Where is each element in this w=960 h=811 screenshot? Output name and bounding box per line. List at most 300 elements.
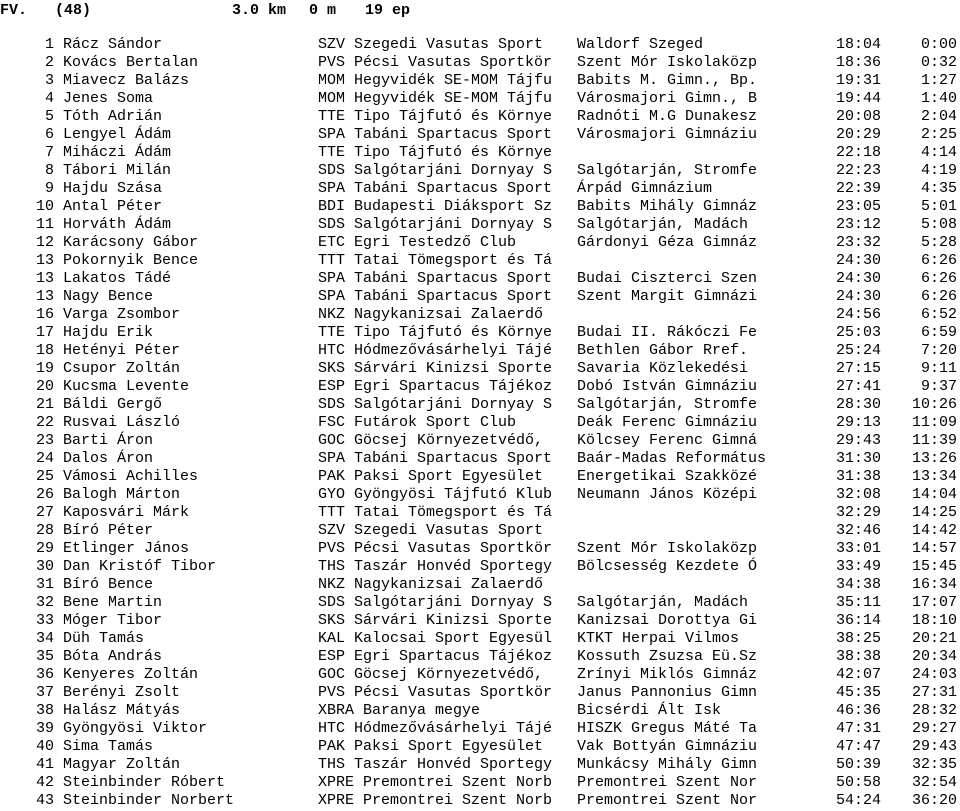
school-name: Baár-Madas Református bbox=[577, 450, 767, 467]
time-behind: 27:31 bbox=[911, 684, 957, 701]
finish-time: 19:44 bbox=[835, 90, 881, 107]
result-rank: 40 bbox=[35, 738, 54, 755]
table-row bbox=[0, 720, 960, 738]
competitor-name: Miháczi Ádám bbox=[63, 144, 172, 161]
finish-time: 23:32 bbox=[835, 234, 881, 251]
finish-time: 32:46 bbox=[835, 522, 881, 539]
table-row bbox=[0, 756, 960, 774]
table-row bbox=[0, 576, 960, 594]
result-rank: 3 bbox=[44, 72, 54, 89]
time-behind: 0:00 bbox=[920, 36, 957, 53]
time-behind: 14:42 bbox=[911, 522, 957, 539]
club-name: TTE Tipo Tájfutó és Környe bbox=[318, 144, 553, 161]
table-row bbox=[0, 468, 960, 486]
time-behind: 29:43 bbox=[911, 738, 957, 755]
finish-time: 24:30 bbox=[835, 288, 881, 305]
time-behind: 36:20 bbox=[911, 792, 957, 809]
table-row bbox=[0, 396, 960, 414]
time-behind: 6:26 bbox=[920, 252, 957, 269]
table-row bbox=[0, 450, 960, 468]
competitor-name: Steinbinder Norbert bbox=[63, 792, 235, 809]
table-row bbox=[0, 180, 960, 198]
result-rank: 8 bbox=[44, 162, 54, 179]
finish-time: 32:08 bbox=[835, 486, 881, 503]
school-name: Neumann János Középi bbox=[577, 486, 758, 503]
competitor-name: Berényi Zsolt bbox=[63, 684, 181, 701]
table-row bbox=[0, 684, 960, 702]
finish-time: 47:47 bbox=[835, 738, 881, 755]
club-name: MOM Hegyvidék SE-MOM Tájfu bbox=[318, 72, 553, 89]
result-rank: 33 bbox=[35, 612, 54, 629]
finish-time: 29:43 bbox=[835, 432, 881, 449]
time-behind: 6:52 bbox=[920, 306, 957, 323]
competitor-name: Bene Martin bbox=[63, 594, 163, 611]
result-rank: 20 bbox=[35, 378, 54, 395]
competitor-name: Dalos Áron bbox=[63, 450, 154, 467]
finish-time: 24:30 bbox=[835, 252, 881, 269]
school-name: Munkácsy Mihály Gimn bbox=[577, 756, 758, 773]
time-behind: 5:01 bbox=[920, 198, 957, 215]
time-behind: 20:34 bbox=[911, 648, 957, 665]
time-behind: 14:57 bbox=[911, 540, 957, 557]
time-behind: 2:25 bbox=[920, 126, 957, 143]
result-rank: 7 bbox=[44, 144, 54, 161]
table-row bbox=[0, 108, 960, 126]
finish-time: 22:18 bbox=[835, 144, 881, 161]
table-row bbox=[0, 630, 960, 648]
table-row bbox=[0, 162, 960, 180]
results-table bbox=[0, 36, 960, 810]
result-rank: 36 bbox=[35, 666, 54, 683]
competitor-name: Barti Áron bbox=[63, 432, 154, 449]
competitor-name: Pokornyik Bence bbox=[63, 252, 199, 269]
table-row bbox=[0, 270, 960, 288]
competitor-name: Nagy Bence bbox=[63, 288, 154, 305]
club-name: ESP Egri Spartacus Tájékoz bbox=[318, 648, 553, 665]
competitor-name: Lengyel Ádám bbox=[63, 126, 172, 143]
time-behind: 13:34 bbox=[911, 468, 957, 485]
school-name: Salgótarján, Madách bbox=[577, 216, 749, 233]
school-name: Energetikai Szakközé bbox=[577, 468, 758, 485]
finish-time: 50:58 bbox=[835, 774, 881, 791]
result-rank: 13 bbox=[35, 288, 54, 305]
school-name: Kölcsey Ferenc Gimná bbox=[577, 432, 758, 449]
club-name: NKZ Nagykanizsai Zalaerdő bbox=[318, 576, 544, 593]
time-behind: 5:28 bbox=[920, 234, 957, 251]
club-name: SKS Sárvári Kinizsi Sporte bbox=[318, 612, 553, 629]
result-rank: 32 bbox=[35, 594, 54, 611]
result-rank: 16 bbox=[35, 306, 54, 323]
table-row bbox=[0, 324, 960, 342]
result-rank: 17 bbox=[35, 324, 54, 341]
result-rank: 25 bbox=[35, 468, 54, 485]
school-name: Zrínyi Miklós Gimnáz bbox=[577, 666, 758, 683]
club-name: NKZ Nagykanizsai Zalaerdő bbox=[318, 306, 544, 323]
club-name: MOM Hegyvidék SE-MOM Tájfu bbox=[318, 90, 553, 107]
competitor-name: Vámosi Achilles bbox=[63, 468, 199, 485]
club-name: KAL Kalocsai Sport Egyesül bbox=[318, 630, 553, 647]
finish-time: 38:38 bbox=[835, 648, 881, 665]
finish-time: 23:12 bbox=[835, 216, 881, 233]
time-behind: 2:04 bbox=[920, 108, 957, 125]
competitor-name: Kucsma Levente bbox=[63, 378, 190, 395]
finish-time: 32:29 bbox=[835, 504, 881, 521]
result-rank: 9 bbox=[44, 180, 54, 197]
result-rank: 34 bbox=[35, 630, 54, 647]
time-behind: 6:26 bbox=[920, 270, 957, 287]
table-row bbox=[0, 594, 960, 612]
table-row bbox=[0, 288, 960, 306]
time-behind: 1:27 bbox=[920, 72, 957, 89]
finish-time: 27:41 bbox=[835, 378, 881, 395]
time-behind: 16:34 bbox=[911, 576, 957, 593]
result-rank: 6 bbox=[44, 126, 54, 143]
club-name: PAK Paksi Sport Egyesület bbox=[318, 468, 544, 485]
table-row bbox=[0, 36, 960, 54]
finish-time: 36:14 bbox=[835, 612, 881, 629]
competitor-name: Dan Kristóf Tibor bbox=[63, 558, 217, 575]
finish-time: 22:23 bbox=[835, 162, 881, 179]
club-name: BDI Budapesti Diáksport Sz bbox=[318, 198, 553, 215]
finish-time: 20:29 bbox=[835, 126, 881, 143]
table-row bbox=[0, 738, 960, 756]
result-rank: 13 bbox=[35, 270, 54, 287]
competitor-name: Hajdu Erik bbox=[63, 324, 154, 341]
school-name: Szent Margit Gimnázi bbox=[577, 288, 758, 305]
club-name: HTC Hódmezővásárhelyi Tájé bbox=[318, 720, 553, 737]
competitor-name: Steinbinder Róbert bbox=[63, 774, 226, 791]
time-behind: 20:21 bbox=[911, 630, 957, 647]
school-name: Budai Ciszterci Szen bbox=[577, 270, 758, 287]
result-rank: 10 bbox=[35, 198, 54, 215]
result-rank: 35 bbox=[35, 648, 54, 665]
table-row bbox=[0, 540, 960, 558]
table-row bbox=[0, 522, 960, 540]
course-controls: 19 ep bbox=[365, 2, 411, 19]
category-class: FV. bbox=[0, 2, 28, 19]
result-rank: 22 bbox=[35, 414, 54, 431]
table-row bbox=[0, 198, 960, 216]
competitor-name: Rusvai László bbox=[63, 414, 181, 431]
school-name: Szent Mór Iskolaközp bbox=[577, 54, 758, 71]
result-rank: 23 bbox=[35, 432, 54, 449]
club-name: TTE Tipo Tájfutó és Környe bbox=[318, 324, 553, 341]
result-rank: 27 bbox=[35, 504, 54, 521]
club-name: XPRE Premontrei Szent Norb bbox=[318, 774, 553, 791]
course-distance: 3.0 km bbox=[232, 2, 287, 19]
finish-time: 47:31 bbox=[835, 720, 881, 737]
school-name: Salgótarján, Stromfe bbox=[577, 396, 758, 413]
table-row bbox=[0, 216, 960, 234]
competitor-name: Bíró Péter bbox=[63, 522, 154, 539]
finish-time: 28:30 bbox=[835, 396, 881, 413]
result-rank: 30 bbox=[35, 558, 54, 575]
finish-time: 38:25 bbox=[835, 630, 881, 647]
result-rank: 2 bbox=[44, 54, 54, 71]
school-name: Salgótarján, Stromfe bbox=[577, 162, 758, 179]
finish-time: 29:13 bbox=[835, 414, 881, 431]
result-rank: 38 bbox=[35, 702, 54, 719]
time-behind: 13:26 bbox=[911, 450, 957, 467]
table-row bbox=[0, 414, 960, 432]
club-name: SDS Salgótarjáni Dornyay S bbox=[318, 396, 553, 413]
result-rank: 12 bbox=[35, 234, 54, 251]
competitor-name: Antal Péter bbox=[63, 198, 163, 215]
school-name: Kossuth Zsuzsa Eü.Sz bbox=[577, 648, 758, 665]
school-name: Kanizsai Dorottya Gi bbox=[577, 612, 758, 629]
category-count: (48) bbox=[55, 2, 92, 19]
school-name: Vak Bottyán Gimnáziu bbox=[577, 738, 758, 755]
competitor-name: Kovács Bertalan bbox=[63, 54, 199, 71]
time-behind: 14:04 bbox=[911, 486, 957, 503]
club-name: TTT Tatai Tömegsport és Tá bbox=[318, 252, 553, 269]
club-name: TTE Tipo Tájfutó és Környe bbox=[318, 108, 553, 125]
finish-time: 25:03 bbox=[835, 324, 881, 341]
school-name: Babits M. Gimn., Bp. bbox=[577, 72, 758, 89]
time-behind: 11:39 bbox=[911, 432, 957, 449]
club-name: ESP Egri Spartacus Tájékoz bbox=[318, 378, 553, 395]
finish-time: 25:24 bbox=[835, 342, 881, 359]
club-name: SZV Szegedi Vasutas Sport bbox=[318, 522, 544, 539]
school-name: Janus Pannonius Gimn bbox=[577, 684, 758, 701]
finish-time: 20:08 bbox=[835, 108, 881, 125]
competitor-name: Lakatos Tádé bbox=[63, 270, 172, 287]
course-climb: 0 m bbox=[309, 2, 337, 19]
club-name: SZV Szegedi Vasutas Sport bbox=[318, 36, 544, 53]
table-row bbox=[0, 54, 960, 72]
club-name: HTC Hódmezővásárhelyi Tájé bbox=[318, 342, 553, 359]
club-name: ETC Egri Testedző Club bbox=[318, 234, 517, 251]
result-rank: 18 bbox=[35, 342, 54, 359]
competitor-name: Bíró Bence bbox=[63, 576, 154, 593]
result-rank: 42 bbox=[35, 774, 54, 791]
competitor-name: Tóth Adrián bbox=[63, 108, 163, 125]
club-name: GOC Göcsej Környezetvédő, bbox=[318, 666, 544, 683]
time-behind: 17:07 bbox=[911, 594, 957, 611]
club-name: THS Taszár Honvéd Sportegy bbox=[318, 756, 553, 773]
table-row bbox=[0, 144, 960, 162]
club-name: SKS Sárvári Kinizsi Sporte bbox=[318, 360, 553, 377]
finish-time: 33:49 bbox=[835, 558, 881, 575]
school-name: Szent Mór Iskolaközp bbox=[577, 540, 758, 557]
category-header bbox=[0, 0, 411, 22]
competitor-name: Kaposvári Márk bbox=[63, 504, 190, 521]
result-rank: 26 bbox=[35, 486, 54, 503]
table-row bbox=[0, 774, 960, 792]
competitor-name: Hetényi Péter bbox=[63, 342, 181, 359]
table-row bbox=[0, 252, 960, 270]
time-behind: 4:14 bbox=[920, 144, 957, 161]
competitor-name: Horváth Ádám bbox=[63, 216, 172, 233]
time-behind: 4:35 bbox=[920, 180, 957, 197]
result-rank: 24 bbox=[35, 450, 54, 467]
time-behind: 29:27 bbox=[911, 720, 957, 737]
table-row bbox=[0, 90, 960, 108]
table-row bbox=[0, 648, 960, 666]
club-name: XBRA Baranya megye bbox=[318, 702, 481, 719]
school-name: Savaria Közlekedési bbox=[577, 360, 749, 377]
competitor-name: Karácsony Gábor bbox=[63, 234, 199, 251]
competitor-name: Gyöngyösi Viktor bbox=[63, 720, 208, 737]
table-row bbox=[0, 432, 960, 450]
table-row bbox=[0, 72, 960, 90]
competitor-name: Jenes Soma bbox=[63, 90, 154, 107]
school-name: KTKT Herpai Vilmos bbox=[577, 630, 740, 647]
table-row bbox=[0, 666, 960, 684]
finish-time: 42:07 bbox=[835, 666, 881, 683]
school-name: Premontrei Szent Nor bbox=[577, 792, 758, 809]
table-row bbox=[0, 504, 960, 522]
result-rank: 4 bbox=[44, 90, 54, 107]
club-name: SPA Tabáni Spartacus Sport bbox=[318, 450, 553, 467]
finish-time: 22:39 bbox=[835, 180, 881, 197]
school-name: Waldorf Szeged bbox=[577, 36, 704, 53]
competitor-name: Hajdu Szása bbox=[63, 180, 163, 197]
time-behind: 0:32 bbox=[920, 54, 957, 71]
club-name: SPA Tabáni Spartacus Sport bbox=[318, 288, 553, 305]
competitor-name: Báldi Gergő bbox=[63, 396, 163, 413]
club-name: GYO Gyöngyösi Tájfutó Klub bbox=[318, 486, 553, 503]
club-name: SDS Salgótarjáni Dornyay S bbox=[318, 162, 553, 179]
time-behind: 14:25 bbox=[911, 504, 957, 521]
time-behind: 28:32 bbox=[911, 702, 957, 719]
school-name: Salgótarján, Madách bbox=[577, 594, 749, 611]
school-name: Bethlen Gábor Rref. bbox=[577, 342, 749, 359]
result-rank: 19 bbox=[35, 360, 54, 377]
finish-time: 45:35 bbox=[835, 684, 881, 701]
result-rank: 37 bbox=[35, 684, 54, 701]
finish-time: 46:36 bbox=[835, 702, 881, 719]
competitor-name: Sima Tamás bbox=[63, 738, 154, 755]
club-name: FSC Futárok Sport Club bbox=[318, 414, 517, 431]
school-name: HISZK Gregus Máté Ta bbox=[577, 720, 758, 737]
competitor-name: Halász Mátyás bbox=[63, 702, 181, 719]
competitor-name: Csupor Zoltán bbox=[63, 360, 181, 377]
school-name: Bölcsesség Kezdete Ó bbox=[577, 558, 758, 575]
table-row bbox=[0, 486, 960, 504]
school-name: Babits Mihály Gimnáz bbox=[577, 198, 758, 215]
club-name: SDS Salgótarjáni Dornyay S bbox=[318, 216, 553, 233]
club-name: THS Taszár Honvéd Sportegy bbox=[318, 558, 553, 575]
table-row bbox=[0, 378, 960, 396]
finish-time: 18:36 bbox=[835, 54, 881, 71]
competitor-name: Varga Zsombor bbox=[63, 306, 181, 323]
time-behind: 1:40 bbox=[920, 90, 957, 107]
result-rank: 41 bbox=[35, 756, 54, 773]
time-behind: 18:10 bbox=[911, 612, 957, 629]
time-behind: 32:35 bbox=[911, 756, 957, 773]
table-row bbox=[0, 360, 960, 378]
table-row bbox=[0, 558, 960, 576]
result-rank: 11 bbox=[35, 216, 54, 233]
club-name: PVS Pécsi Vasutas Sportkör bbox=[318, 540, 553, 557]
school-name: Gárdonyi Géza Gimnáz bbox=[577, 234, 758, 251]
finish-time: 23:05 bbox=[835, 198, 881, 215]
finish-time: 31:30 bbox=[835, 450, 881, 467]
finish-time: 35:11 bbox=[835, 594, 881, 611]
result-rank: 39 bbox=[35, 720, 54, 737]
result-rank: 13 bbox=[35, 252, 54, 269]
time-behind: 7:20 bbox=[920, 342, 957, 359]
school-name: Budai II. Rákóczi Fe bbox=[577, 324, 758, 341]
competitor-name: Móger Tibor bbox=[63, 612, 163, 629]
table-row bbox=[0, 234, 960, 252]
club-name: SPA Tabáni Spartacus Sport bbox=[318, 126, 553, 143]
table-row bbox=[0, 612, 960, 630]
time-behind: 6:59 bbox=[920, 324, 957, 341]
time-behind: 6:26 bbox=[920, 288, 957, 305]
finish-time: 31:38 bbox=[835, 468, 881, 485]
table-row bbox=[0, 702, 960, 720]
competitor-name: Kenyeres Zoltán bbox=[63, 666, 199, 683]
club-name: TTT Tatai Tömegsport és Tá bbox=[318, 504, 553, 521]
club-name: PVS Pécsi Vasutas Sportkör bbox=[318, 684, 553, 701]
school-name: Árpád Gimnázium bbox=[577, 180, 713, 197]
time-behind: 15:45 bbox=[911, 558, 957, 575]
competitor-name: Miavecz Balázs bbox=[63, 72, 190, 89]
result-rank: 21 bbox=[35, 396, 54, 413]
result-rank: 5 bbox=[44, 108, 54, 125]
school-name: Városmajori Gimnáziu bbox=[577, 126, 758, 143]
finish-time: 19:31 bbox=[835, 72, 881, 89]
school-name: Bicsérdi Ált Isk bbox=[577, 702, 722, 719]
competitor-name: Rácz Sándor bbox=[63, 36, 163, 53]
finish-time: 54:24 bbox=[835, 792, 881, 809]
result-rank: 43 bbox=[35, 792, 54, 809]
table-row bbox=[0, 792, 960, 810]
club-name: PVS Pécsi Vasutas Sportkör bbox=[318, 54, 553, 71]
competitor-name: Magyar Zoltán bbox=[63, 756, 181, 773]
time-behind: 4:19 bbox=[920, 162, 957, 179]
time-behind: 24:03 bbox=[911, 666, 957, 683]
finish-time: 24:56 bbox=[835, 306, 881, 323]
time-behind: 11:09 bbox=[911, 414, 957, 431]
finish-time: 18:04 bbox=[835, 36, 881, 53]
club-name: PAK Paksi Sport Egyesület bbox=[318, 738, 544, 755]
competitor-name: Düh Tamás bbox=[63, 630, 145, 647]
competitor-name: Etlinger János bbox=[63, 540, 190, 557]
time-behind: 10:26 bbox=[911, 396, 957, 413]
club-name: SPA Tabáni Spartacus Sport bbox=[318, 270, 553, 287]
table-row bbox=[0, 126, 960, 144]
result-rank: 29 bbox=[35, 540, 54, 557]
table-row bbox=[0, 306, 960, 324]
result-rank: 31 bbox=[35, 576, 54, 593]
club-name: SDS Salgótarjáni Dornyay S bbox=[318, 594, 553, 611]
school-name: Dobó István Gimnáziu bbox=[577, 378, 758, 395]
competitor-name: Balogh Márton bbox=[63, 486, 181, 503]
finish-time: 50:39 bbox=[835, 756, 881, 773]
club-name: SPA Tabáni Spartacus Sport bbox=[318, 180, 553, 197]
result-rank: 1 bbox=[44, 36, 54, 53]
time-behind: 9:37 bbox=[920, 378, 957, 395]
club-name: XPRE Premontrei Szent Norb bbox=[318, 792, 553, 809]
school-name: Premontrei Szent Nor bbox=[577, 774, 758, 791]
competitor-name: Bóta András bbox=[63, 648, 163, 665]
time-behind: 9:11 bbox=[920, 360, 957, 377]
finish-time: 24:30 bbox=[835, 270, 881, 287]
result-rank: 28 bbox=[35, 522, 54, 539]
time-behind: 32:54 bbox=[911, 774, 957, 791]
competitor-name: Tábori Milán bbox=[63, 162, 172, 179]
school-name: Városmajori Gimn., B bbox=[577, 90, 758, 107]
finish-time: 33:01 bbox=[835, 540, 881, 557]
finish-time: 34:38 bbox=[835, 576, 881, 593]
table-row bbox=[0, 342, 960, 360]
time-behind: 5:08 bbox=[920, 216, 957, 233]
finish-time: 27:15 bbox=[835, 360, 881, 377]
club-name: GOC Göcsej Környezetvédő, bbox=[318, 432, 544, 449]
